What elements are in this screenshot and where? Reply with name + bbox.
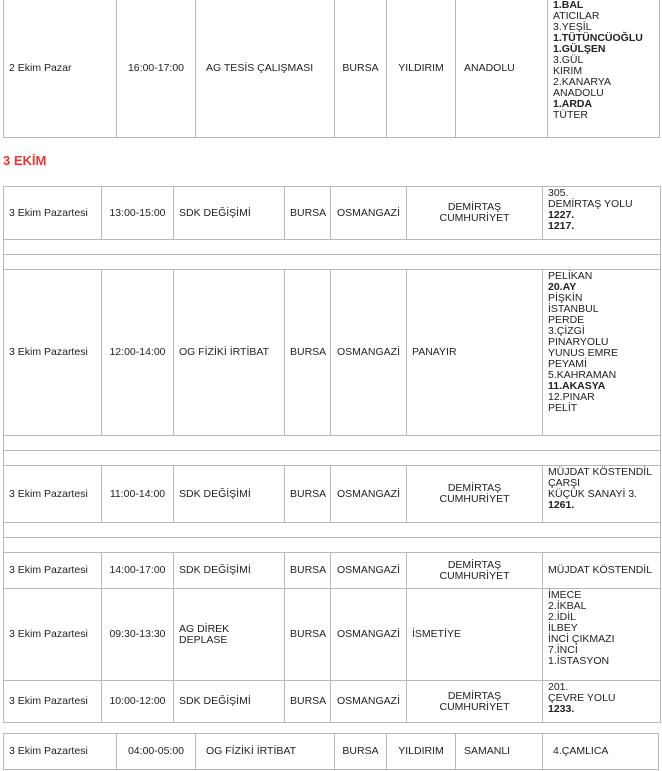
time-cell: 04:00-05:00 <box>117 734 196 770</box>
streets-cell: 305. DEMİRTAŞ YOLU 1227. 1217. <box>543 187 661 240</box>
city-cell: BURSA <box>285 681 331 723</box>
date-cell: 3 Ekim Pazartesi <box>4 553 102 589</box>
streets-cell: 1.BAL ATICILAR 3.YEŞİL 1.TÜTÜNCÜOĞLU 1.GÜLŞEN 3.GÜL KIRIM 2.KANARYA ANADOLU 1.ARDA TÜTER <box>548 0 660 138</box>
table-3-ekim-bottom <box>3 733 659 770</box>
table-row <box>4 681 661 723</box>
streets-cell: MÜJDAT KÖSTENDİL ÇARŞI KÜÇÜK SANAYİ 3. 1261. <box>543 466 661 523</box>
streets-cell: 201. ÇEVRE YOLU 1233. <box>543 681 661 723</box>
separator-row <box>4 523 661 553</box>
separator-row <box>4 240 661 270</box>
table-row <box>4 270 661 436</box>
work-cell: SDK DEĞİŞİMİ <box>174 553 285 589</box>
work-cell: SDK DEĞİŞİMİ <box>174 466 285 523</box>
table-row <box>4 466 661 523</box>
neighborhood-cell: DEMİRTAŞ CUMHURİYET <box>407 466 543 523</box>
date-cell: 3 Ekim Pazartesi <box>4 270 102 436</box>
time-cell: 16:00-17:00 <box>117 0 196 138</box>
table-3-ekim <box>3 186 661 723</box>
time-cell: 09:30-13:30 <box>102 589 174 681</box>
neighborhood-cell: DEMİRTAŞ CUMHURİYET <box>407 681 543 723</box>
work-cell: AG TESİS ÇALIŞMASI <box>196 0 335 138</box>
city-cell: BURSA <box>335 0 387 138</box>
separator-row <box>4 436 661 466</box>
section-heading: 3 EKİM <box>3 153 47 168</box>
date-cell: 3 Ekim Pazartesi <box>4 187 102 240</box>
work-cell: OG FİZİKİ İRTİBAT <box>196 734 335 770</box>
neighborhood-cell: SAMANLI <box>456 734 543 770</box>
district-cell: YILDIRIM <box>387 0 456 138</box>
neighborhood-cell: DEMİRTAŞ CUMHURİYET <box>407 553 543 589</box>
time-cell: 13:00-15:00 <box>102 187 174 240</box>
city-cell: BURSA <box>285 466 331 523</box>
work-cell: OG FİZİKİ İRTİBAT <box>174 270 285 436</box>
city-cell: BURSA <box>285 270 331 436</box>
date-cell: 3 Ekim Pazartesi <box>4 681 102 723</box>
city-cell: BURSA <box>285 553 331 589</box>
city-cell: BURSA <box>335 734 387 770</box>
city-cell: BURSA <box>285 187 331 240</box>
district-cell: OSMANGAZİ <box>331 681 407 723</box>
date-cell: 3 Ekim Pazartesi <box>4 589 102 681</box>
neighborhood-cell: ANADOLU <box>456 0 548 138</box>
table-row <box>4 187 661 240</box>
neighborhood-cell: PANAYIR <box>407 270 543 436</box>
work-cell: SDK DEĞİŞİMİ <box>174 681 285 723</box>
streets-cell: 4.ÇAMLICA <box>543 734 659 770</box>
streets-cell: PELİKAN 20.AY PİŞKİN İSTANBUL PERDE 3.ÇİZGİ PINARYOLU YUNUS EMRE PEYAMİ 5.KAHRAMAN 11.AKASYA 12.PINAR PELİT <box>543 270 661 436</box>
neighborhood-cell: İSMETİYE <box>407 589 543 681</box>
table-row <box>4 589 661 681</box>
district-cell: OSMANGAZİ <box>331 466 407 523</box>
city-cell: BURSA <box>285 589 331 681</box>
table-row <box>4 734 659 770</box>
time-cell: 10:00-12:00 <box>102 681 174 723</box>
date-cell: 2 Ekim Pazar <box>4 0 117 138</box>
neighborhood-cell: DEMİRTAŞ CUMHURİYET <box>407 187 543 240</box>
time-cell: 11:00-14:00 <box>102 466 174 523</box>
date-cell: 3 Ekim Pazartesi <box>4 466 102 523</box>
time-cell: 14:00-17:00 <box>102 553 174 589</box>
date-cell: 3 Ekim Pazartesi <box>4 734 117 770</box>
streets-cell: MÜJDAT KÖSTENDİL <box>543 553 661 589</box>
streets-cell: İMECE 2.İKBAL 2.İDİL İLBEY İNCİ ÇIKMAZI 7.İNCİ 1.İSTASYON <box>543 589 661 681</box>
district-cell: OSMANGAZİ <box>331 270 407 436</box>
work-cell: AG DİREK DEPLASE <box>174 589 285 681</box>
table-row <box>4 553 661 589</box>
work-cell: SDK DEĞİŞİMİ <box>174 187 285 240</box>
district-cell: OSMANGAZİ <box>331 589 407 681</box>
district-cell: OSMANGAZİ <box>331 187 407 240</box>
time-cell: 12:00-14:00 <box>102 270 174 436</box>
table-row <box>4 0 660 138</box>
table-2-ekim <box>3 0 660 138</box>
district-cell: OSMANGAZİ <box>331 553 407 589</box>
district-cell: YILDIRIM <box>387 734 456 770</box>
